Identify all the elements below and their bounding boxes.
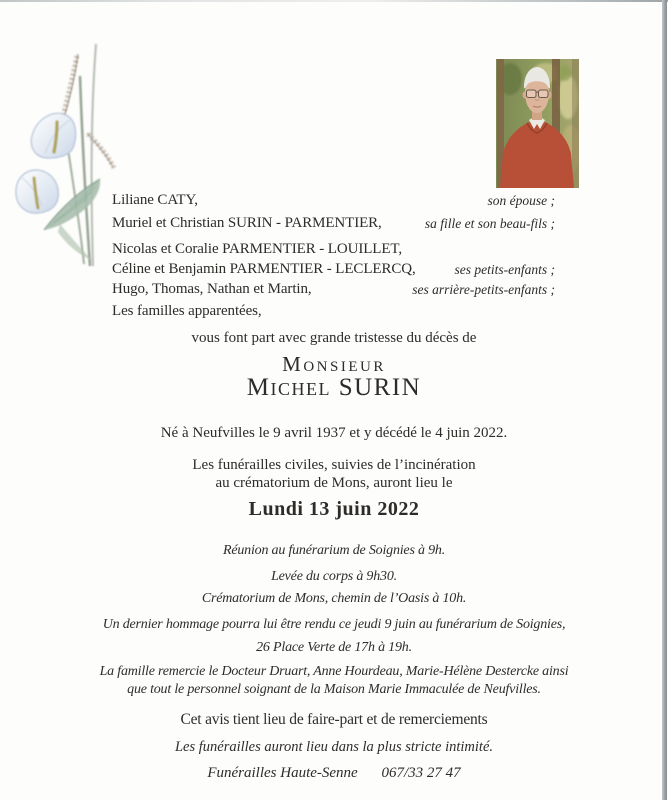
family-name: Nicolas et Coralie PARMENTIER - LOUILLET, <box>112 241 403 257</box>
deceased-title: Monsieur <box>282 352 386 376</box>
funeral-home-name: Funérailles Haute-Senne <box>207 765 358 781</box>
privacy-notice: Les funérailles auront lieu dans la plus stricte intimité. <box>174 739 494 755</box>
family-name: Muriel et Christian SURIN - PARMENTIER, <box>112 215 382 231</box>
deceased-name: Michel SURIN <box>246 374 422 401</box>
funeral-announcement-line1: Les funérailles civiles, suivies de l’incinération <box>192 457 476 473</box>
family-row <box>112 281 555 299</box>
ceremony-line: 26 Place Verte de 17h à 19h. <box>256 640 412 655</box>
family-name: Céline et Benjamin PARMENTIER - LECLERCQ, <box>112 261 416 277</box>
family-row <box>112 215 555 233</box>
ceremony-line: Réunion au funérarium de Soignies à 9h. <box>222 543 445 558</box>
ceremony-line: Un dernier hommage pourra lui être rendu ce jeudi 9 juin au funérarium de Soignies, <box>102 617 566 632</box>
thanks-line: La famille remercie le Docteur Druart, Anne Hourdeau, Marie-Hélène Destercke ainsi <box>99 664 569 679</box>
announcement-intro: vous font part avec grande tristesse du décès de <box>191 330 477 346</box>
ceremony-line: Crématorium de Mons, chemin de l’Oasis à 10h. <box>201 591 467 606</box>
family-name: Liliane CATY, <box>112 192 198 208</box>
thanks-line: que tout le personnel soignant de la Maison Marie Immaculée de Neufvilles. <box>127 682 541 697</box>
closing-notice: Cet avis tient lieu de faire-part et de remerciements <box>180 711 488 728</box>
family-row <box>112 192 555 210</box>
funeral-home-phone: 067/33 27 47 <box>381 765 461 781</box>
ceremony-line: Levée du corps à 9h30. <box>271 569 397 584</box>
family-relation: son épouse ; <box>487 193 555 208</box>
life-dates: Né à Neufvilles le 9 avril 1937 et y décédé le 4 juin 2022. <box>160 425 508 441</box>
family-name: Hugo, Thomas, Nathan et Martin, <box>112 281 312 297</box>
funeral-announcement-line2: au crématorium de Mons, auront lieu le <box>215 475 453 491</box>
family-name: Les familles apparentées, <box>112 303 262 319</box>
family-relation: sa fille et son beau-fils ; <box>424 216 555 231</box>
footer <box>0 765 668 782</box>
family-row <box>112 261 555 279</box>
family-relation: ses arrière-petits-enfants ; <box>412 282 555 297</box>
scan-edge-top <box>0 0 668 2</box>
family-row <box>112 241 555 259</box>
family-row <box>112 303 555 321</box>
portrait-photo <box>496 59 579 188</box>
family-relation: ses petits-enfants ; <box>454 262 555 277</box>
funeral-date: Lundi 13 juin 2022 <box>248 498 420 520</box>
